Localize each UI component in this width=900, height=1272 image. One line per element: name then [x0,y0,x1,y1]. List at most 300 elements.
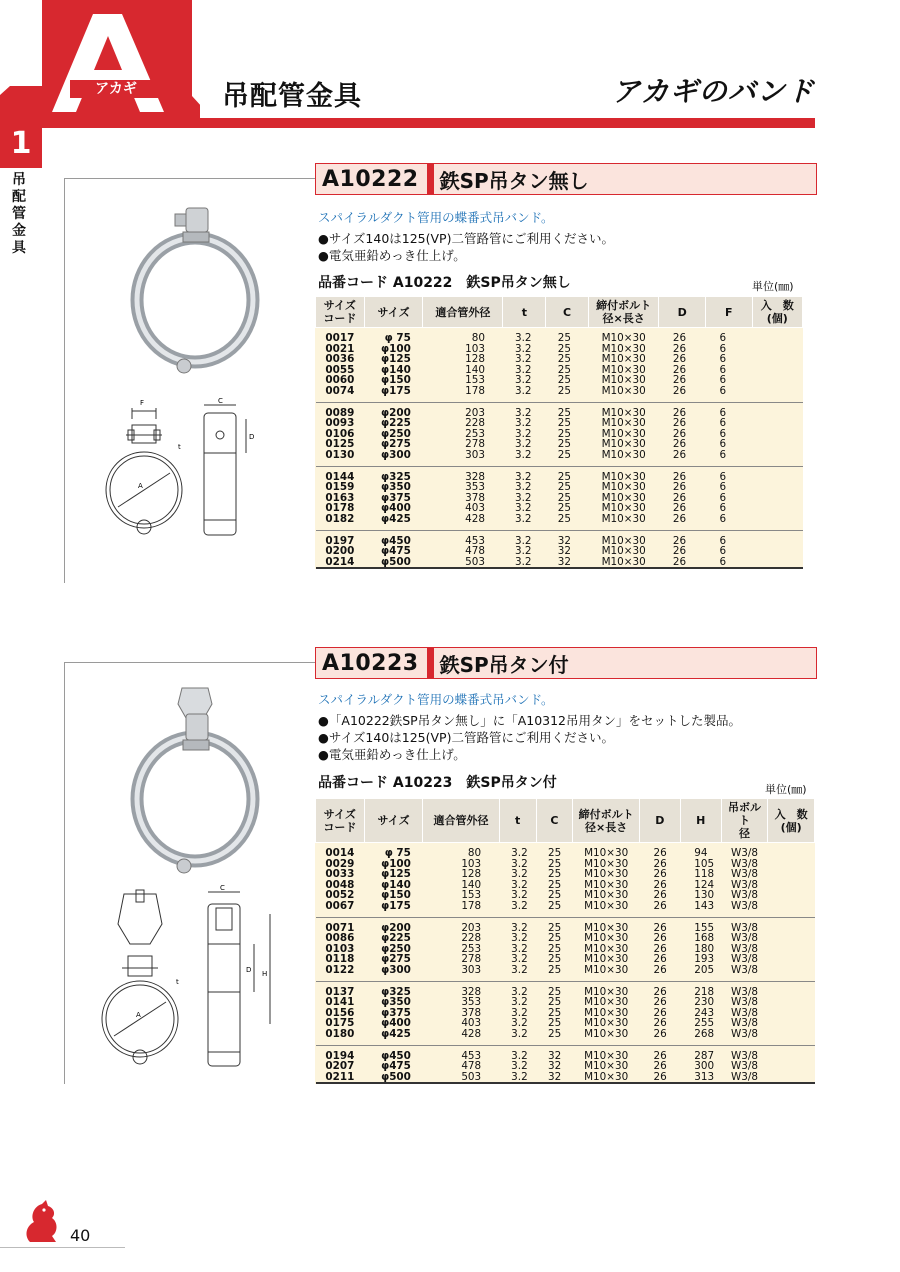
table-cell: 0197 [325,534,355,547]
table-cell: 0036 [325,353,355,366]
quantity-cell [768,965,815,981]
table-cell: 26 [653,942,667,955]
table-cell: φ150 [381,374,411,387]
table-cell: 403 [465,502,485,515]
table-cell: 80 [471,332,485,344]
table-cell: 328 [461,985,482,998]
table-row [316,530,803,546]
table-cell: 26 [653,932,667,945]
table-cell: 25 [548,996,562,1009]
dragon-mascot-icon [20,1198,64,1246]
diagram1-label-c: C [218,397,223,405]
table-cell: 328 [465,470,485,483]
table-cell: 128 [465,353,485,366]
table-cell: 26 [672,363,687,376]
section2-frame-top [64,662,316,663]
table-cell: M10×30 [573,901,640,917]
quantity-cell [768,917,815,933]
quantity-cell [752,466,802,482]
table-cell: 25 [557,363,571,376]
table-cell: M10×30 [601,374,646,387]
table-cell: 300 [694,1060,715,1073]
table-cell: 0086 [325,932,355,945]
table-cell: 0194 [325,1049,355,1062]
th-t: t [503,297,546,328]
table-cell: 6 [719,491,727,504]
chapter-tab: 1 [0,118,42,168]
table-cell: 0118 [325,953,355,966]
table-cell: 25 [557,374,571,387]
table-cell: 3.2 [503,557,546,569]
table-cell: 6 [719,545,727,558]
table-cell: 26 [659,386,706,402]
table-cell: 26 [672,406,687,419]
table-cell: φ 75 [384,847,411,859]
table-cell: 25 [557,417,571,430]
hanger-bolt-cell: W3/8 [731,985,758,998]
table-cell: 503 [423,1072,499,1084]
table-cell: 153 [461,889,482,902]
table-cell: M10×30 [584,847,629,859]
table-cell: 0137 [325,985,355,998]
section2-product-photo [120,684,270,879]
quantity-cell [768,869,815,880]
table-cell: φ100 [381,342,411,355]
table-cell: M10×30 [584,953,629,966]
table-cell: 503 [423,557,503,569]
table-cell: 124 [694,878,715,891]
table-cell: 3.2 [514,374,532,387]
th-f: F [706,297,752,328]
table-cell: 130 [694,889,715,902]
table-cell: 478 [461,1060,482,1073]
table-cell: φ300 [364,450,423,466]
table-cell: 32 [548,1049,562,1062]
table-cell: 26 [653,1017,667,1030]
table-cell: 0122 [316,965,365,981]
table-cell: M10×30 [601,427,646,440]
table-cell: 0211 [316,1072,365,1084]
table-cell: 26 [659,514,706,530]
table-cell: 3.2 [514,342,532,355]
table-cell: M10×30 [601,342,646,355]
table-cell: 6 [719,363,727,376]
table-row [316,981,815,997]
quantity-cell [752,402,802,418]
th-h: H [680,799,721,843]
table-cell: 3.2 [514,470,532,483]
table-cell: 26 [672,374,687,387]
table-cell: 3.2 [514,417,532,430]
table-cell: φ400 [381,1017,411,1030]
table-cell: 25 [557,438,571,451]
table-cell: 26 [672,332,687,344]
table-cell: 25 [536,1029,573,1045]
table-cell: 278 [461,953,482,966]
quantity-cell [752,557,802,569]
diagram2-label-h: H [262,970,268,978]
table-cell: 205 [680,965,721,981]
table-cell: 3.2 [511,1006,528,1019]
table-cell: 6 [706,557,752,569]
table-cell: 6 [719,438,727,451]
table-cell: 0089 [325,406,355,419]
table-cell: 26 [653,953,667,966]
section1-code: A10222 [322,166,419,192]
table-row [316,466,803,482]
table-cell: 25 [548,953,562,966]
table-cell: 26 [672,545,687,558]
table-cell: 6 [719,332,727,344]
section1-frame-top [64,178,316,179]
table-cell: 26 [672,438,687,451]
th-d: D [659,297,706,328]
table-cell: 6 [719,353,727,366]
table-cell: 6 [706,386,752,402]
table-cell: 268 [680,1029,721,1045]
table-cell: 25 [548,921,562,934]
table-cell: 0033 [325,868,355,881]
table-cell: M10×30 [601,353,646,366]
footer-line [0,1247,125,1248]
table-cell: M10×30 [584,857,629,870]
table-cell: 6 [719,427,727,440]
table-cell: φ475 [381,545,411,558]
table-cell: 26 [653,996,667,1009]
table-cell: 3.2 [514,545,532,558]
table-cell: 3.2 [511,932,528,945]
table-cell: 0103 [325,942,355,955]
th-c: C [536,799,573,843]
quantity-cell [768,1018,815,1029]
table-cell: 228 [465,417,485,430]
table-cell: M10×30 [584,878,629,891]
table-cell: φ500 [364,1072,423,1084]
table-cell: 26 [672,417,687,430]
table-row [316,1029,815,1045]
table-cell: 3.2 [511,878,528,891]
table-cell: φ450 [381,1049,411,1062]
table-cell: φ500 [364,557,423,569]
table-cell: 26 [639,1029,680,1045]
hanger-bolt-cell: W3/8 [731,1017,758,1030]
table-cell: 228 [461,932,482,945]
section1-dimension-diagram [96,395,276,575]
table-cell: 193 [694,953,715,966]
table-cell: 26 [653,847,667,859]
table-cell: 0178 [325,502,355,515]
table-cell: φ140 [381,878,411,891]
hanger-bolt-cell: W3/8 [731,953,758,966]
quantity-cell [752,386,802,402]
table-cell: φ350 [381,481,411,494]
table-cell: 6 [719,417,727,430]
quantity-cell [752,354,802,365]
table-cell: φ275 [381,953,411,966]
table-cell: 32 [546,557,589,569]
section1-title-divider [427,164,434,194]
table-cell: 26 [659,450,706,466]
table-row [316,843,815,859]
quantity-cell [752,429,802,440]
table-cell: 26 [672,470,687,483]
table-row [316,514,803,530]
table-cell: 128 [461,868,482,881]
table-cell: 0052 [325,889,355,902]
section2-frame-line [64,662,65,1084]
table-cell: 26 [653,921,667,934]
quantity-cell [752,344,802,355]
section1-product-photo [120,200,270,380]
table-cell: M10×30 [584,932,629,945]
table-cell: M10×30 [573,1029,640,1045]
quantity-cell [752,328,802,344]
table-cell: 32 [536,1072,573,1084]
section1-spec-table [315,296,803,569]
table-cell: 253 [461,942,482,955]
quantity-cell [768,954,815,965]
quantity-cell [768,859,815,870]
header-red-bar [0,118,815,128]
quantity-cell [752,514,802,530]
table-cell: 6 [719,502,727,515]
table-cell: 25 [557,427,571,440]
section1-table-title: 品番コード A10222 鉄SP吊タン無し [318,275,571,291]
table-cell: 143 [680,901,721,917]
diagram1-label-t: t [178,443,181,451]
table-cell: 25 [548,985,562,998]
quantity-cell [768,944,815,955]
table-cell: 3.2 [514,406,532,419]
hanger-bolt-cell: W3/8 [731,1049,758,1062]
table-cell: 180 [694,942,715,955]
quantity-cell [768,843,815,859]
section2-bullet: ●電気亜鉛めっき仕上げ。 [318,747,466,762]
table-cell: 0017 [325,332,355,344]
table-cell: φ375 [381,1006,411,1019]
table-cell: 26 [639,965,680,981]
table-cell: 25 [548,878,562,891]
diagram1-label-a: A [138,482,143,490]
table-cell: 26 [659,557,706,569]
table-cell: M10×30 [573,1072,640,1084]
hanger-bolt-cell: W3/8 [731,847,758,859]
table-row [316,917,815,933]
table-cell: M10×30 [601,406,646,419]
table-row [316,386,803,402]
table-cell: φ175 [364,901,423,917]
table-cell: φ375 [381,491,411,504]
table-cell: 32 [557,545,571,558]
table-cell: 25 [548,942,562,955]
table-cell: M10×30 [601,332,646,344]
table-row [316,1072,815,1084]
th-size-code: サイズ コード [316,297,365,328]
table-cell: M10×30 [601,438,646,451]
quantity-cell [768,1061,815,1072]
table-cell: 403 [461,1017,482,1030]
section2-table-title: 品番コード A10223 鉄SP吊タン付 [318,775,557,791]
table-cell: 103 [461,857,482,870]
table-cell: 3.2 [499,1029,536,1045]
table-cell: M10×30 [584,1060,629,1073]
th-t: t [499,799,536,843]
table-cell: 303 [423,965,499,981]
table-cell: 3.2 [511,942,528,955]
table-cell: 3.2 [514,438,532,451]
th-c: C [546,297,589,328]
table-cell: 353 [465,481,485,494]
quantity-cell [752,493,802,504]
table-cell: φ325 [381,470,411,483]
table-cell: 243 [694,1006,715,1019]
table-cell: 0048 [325,878,355,891]
table-cell: M10×30 [601,502,646,515]
table-cell: 26 [672,502,687,515]
table-cell: 3.2 [511,985,528,998]
table-cell: φ450 [381,534,411,547]
table-cell: 26 [653,985,667,998]
table-cell: 453 [461,1049,482,1062]
table-cell: 32 [548,1060,562,1073]
table-cell: 26 [653,1060,667,1073]
table-cell: 3.2 [511,857,528,870]
diagram1-label-f: F [140,399,145,407]
quantity-cell [752,503,802,514]
quantity-cell [752,418,802,429]
section1-unit: 単位(㎜) [752,280,794,293]
table-cell: 25 [557,470,571,483]
table-cell: 0214 [316,557,365,569]
diagram2-label-t: t [176,978,179,986]
table-cell: 26 [672,481,687,494]
table-cell: 25 [548,847,562,859]
table-cell: 32 [557,534,571,547]
table-cell: M10×30 [588,450,659,466]
hanger-bolt-cell: W3/8 [731,1006,758,1019]
hanger-bolt-cell: W3/8 [731,921,758,934]
table-cell: 0067 [316,901,365,917]
logo-sub-text: アカギ [70,80,162,98]
quantity-cell [752,375,802,386]
section2-bullet: ●「A10222鉄SP吊タン無し」に「A10312吊用タン」をセットした製品。 [318,713,742,728]
table-cell: M10×30 [584,996,629,1009]
table-cell: 0207 [325,1060,355,1073]
table-cell: 218 [694,985,715,998]
quantity-cell [752,546,802,557]
table-cell: φ175 [364,386,423,402]
table-cell: φ 75 [384,332,411,344]
table-cell: 378 [465,491,485,504]
table-cell: 178 [423,901,499,917]
hanger-bolt-cell: W3/8 [731,932,758,945]
hanger-bolt-cell: W3/8 [721,965,768,981]
table-cell: 0014 [325,847,355,859]
table-cell: 3.2 [511,953,528,966]
table-cell: M10×30 [601,545,646,558]
table-cell: M10×30 [588,514,659,530]
hanger-bolt-cell: W3/8 [721,901,768,917]
table-cell: 3.2 [511,847,528,859]
quantity-cell [752,482,802,493]
table-cell: 25 [557,342,571,355]
table-cell: M10×30 [584,1017,629,1030]
table-cell: 155 [694,921,715,934]
table-cell: φ425 [364,1029,423,1045]
section2-title-divider [427,648,434,678]
table-cell: 3.2 [511,1017,528,1030]
table-cell: φ250 [381,427,411,440]
quantity-cell [752,365,802,376]
table-cell: 3.2 [503,514,546,530]
table-cell: 26 [653,1049,667,1062]
table-cell: 255 [694,1017,715,1030]
section1-name: 鉄SP吊タン無し [439,168,589,193]
table-row [316,965,815,981]
table-cell: 25 [548,1006,562,1019]
table-cell: M10×30 [584,921,629,934]
table-cell: 0182 [316,514,365,530]
hanger-bolt-cell: W3/8 [721,1072,768,1084]
table-cell: 0141 [325,996,355,1009]
table-cell: 203 [461,921,482,934]
table-cell: M10×30 [584,985,629,998]
table-cell: 25 [548,932,562,945]
table-cell: 140 [465,363,485,376]
table-cell: 278 [465,438,485,451]
table-cell: φ400 [381,502,411,515]
table-cell: 3.2 [514,353,532,366]
table-cell: φ225 [381,932,411,945]
table-cell: M10×30 [601,534,646,547]
quantity-cell [768,1045,815,1061]
diagram1-label-d: D [249,433,255,441]
th-hanger-bolt: 吊ボルト 径 [721,799,768,843]
hanger-bolt-cell: W3/8 [731,889,758,902]
table-cell: φ325 [381,985,411,998]
table-cell: 25 [548,868,562,881]
table-cell: 25 [557,406,571,419]
section2-name: 鉄SP吊タン付 [439,652,569,677]
quantity-cell [752,439,802,450]
table-cell: 26 [672,491,687,504]
table-cell: 6 [719,406,727,419]
table-row [316,557,803,569]
section2-unit: 単位(㎜) [765,783,807,796]
table-cell: 0175 [325,1017,355,1030]
table-cell: 80 [467,847,482,859]
th-outer-diameter: 適合管外径 [423,297,503,328]
quantity-cell [752,530,802,546]
table-cell: 3.2 [514,502,532,515]
table-cell: 26 [653,1006,667,1019]
akagi-logo [0,0,200,125]
quantity-cell [768,890,815,901]
table-cell: 303 [423,450,503,466]
table-cell: 3.2 [511,1049,528,1062]
quantity-cell [752,450,802,466]
table-cell: 25 [557,332,571,344]
table-cell: 3.2 [514,534,532,547]
table-cell: 6 [706,450,752,466]
table-row [316,1045,815,1061]
table-cell: 26 [653,889,667,902]
table-cell: φ475 [381,1060,411,1073]
section2-bullet: ●サイズ140は125(VP)二管路管にご利用ください。 [318,730,614,745]
table-cell: 25 [557,502,571,515]
table-cell: φ125 [381,868,411,881]
table-cell: 25 [546,450,589,466]
